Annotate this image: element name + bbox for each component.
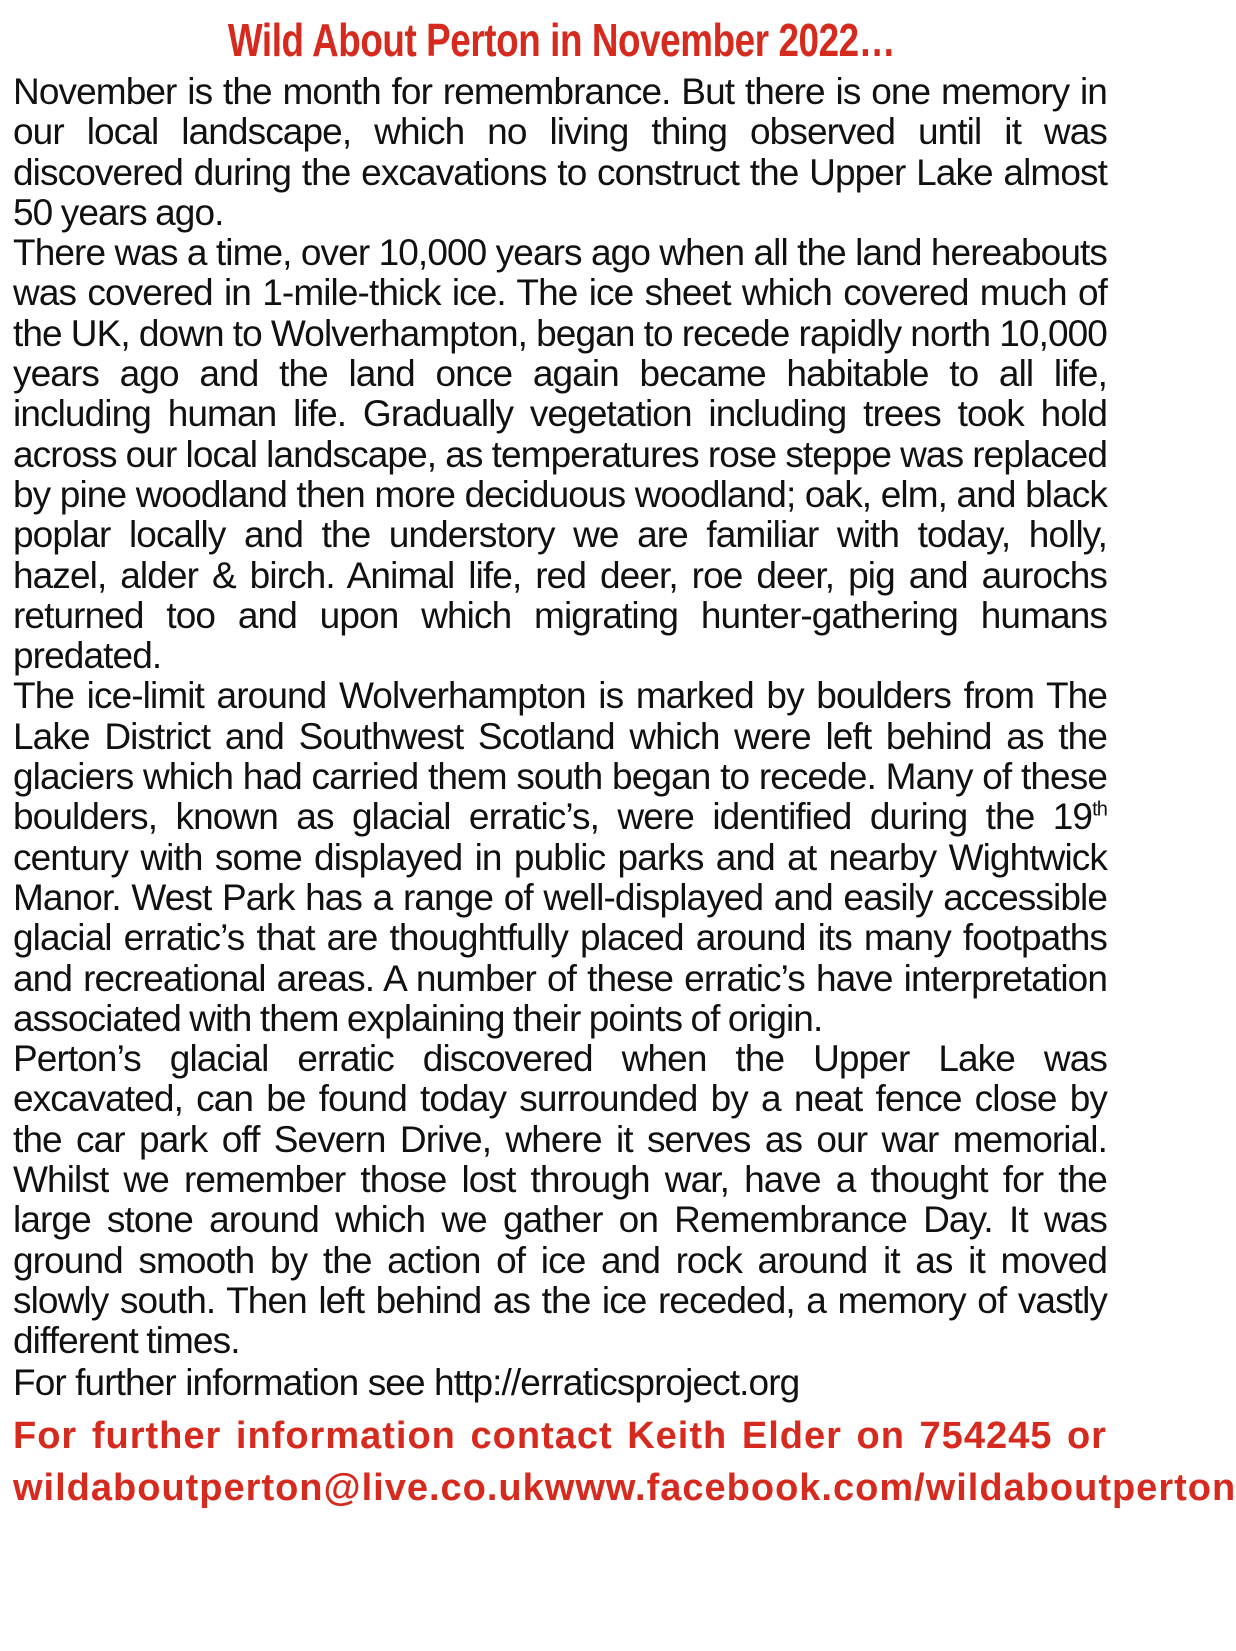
- contact-phone: 754245: [919, 1414, 1053, 1457]
- contact-word: on: [856, 1414, 905, 1457]
- contact-word: Keith: [627, 1414, 728, 1457]
- contact-word: further: [91, 1414, 222, 1457]
- contact-word: Elder: [741, 1414, 842, 1457]
- contact-word: or: [1066, 1414, 1107, 1457]
- contact-word: information: [235, 1414, 456, 1457]
- contact-links-line: [13, 1462, 1236, 1514]
- article-body: [13, 72, 1107, 1362]
- contact-line: [13, 1410, 1107, 1462]
- paragraph-ice-age: There was a time, over 10,000 years ago when all the land hereabouts was covered in 1-mile-thick ice. The ice sheet which covered much of the UK, down to Wolverhampton, began to recede rapidly north 10,000 years ago and the land once again became habitable to all life, including human life. Gradually vegetation including trees took hold across our local landscape, as temperatures rose steppe was replaced by pine woodland then more deciduous woodland; oak, elm, and black poplar locally and the understory we are familiar with today, holly, hazel, alder & birch. Animal life, red deer, roe deer, pig and aurochs returned too and upon which migrating hunter-gathering humans predated.: [13, 232, 1107, 677]
- paragraph-perton-erratic: Perton’s glacial erratic discovered when the Upper Lake was excavated, can be found today surrounded by a neat fence close by the car park off Severn Drive, where it serves as our war memorial. Whilst we remember those lost through war, have a thought for the large stone around which we gather on Remembrance Day. It was ground smooth by the action of ice and rock around it as it moved slowly south. Then left behind as the ice receded, a memory of vastly different times.: [13, 1038, 1107, 1362]
- further-info-link[interactable]: For further information see http://erraticsproject.org: [13, 1361, 800, 1403]
- email-link[interactable]: wildaboutperton@live.co.uk: [13, 1466, 545, 1509]
- paragraph-intro: November is the month for remembrance. But there is one memory in our local landscape, which no living thing observed until it was discovered during the excavations to construct the Upper Lake almost 50 years ago.: [13, 71, 1107, 233]
- paragraph-ice-limit-part2: century with some displayed in public parks and at nearby Wightwick Manor. West Park has a range of well-displayed and easily accessible glacial erratic’s that are thoughtfully placed around its many footpaths and recreational areas. A number of these erratic’s have interpretation associated with them explaining their points of origin.: [13, 836, 1107, 1039]
- ordinal-suffix: th: [1092, 799, 1107, 822]
- page-title: Wild About Perton in November 2022…: [227, 14, 896, 66]
- contact-word: contact: [470, 1414, 613, 1457]
- contact-word: For: [13, 1414, 78, 1457]
- paragraph-ice-limit: [13, 676, 1107, 1039]
- facebook-link[interactable]: www.facebook.com/wildaboutperton: [544, 1466, 1236, 1509]
- contact-footer: [13, 1410, 1236, 1514]
- paragraph-ice-limit-part1: The ice-limit around Wolverhampton is marked by boulders from The Lake District and Southwest Scotland which were left behind as the glaciers which had carried them south began to recede. Many of these boulders, known as glacial erratic’s, were identified during the 19: [13, 675, 1107, 838]
